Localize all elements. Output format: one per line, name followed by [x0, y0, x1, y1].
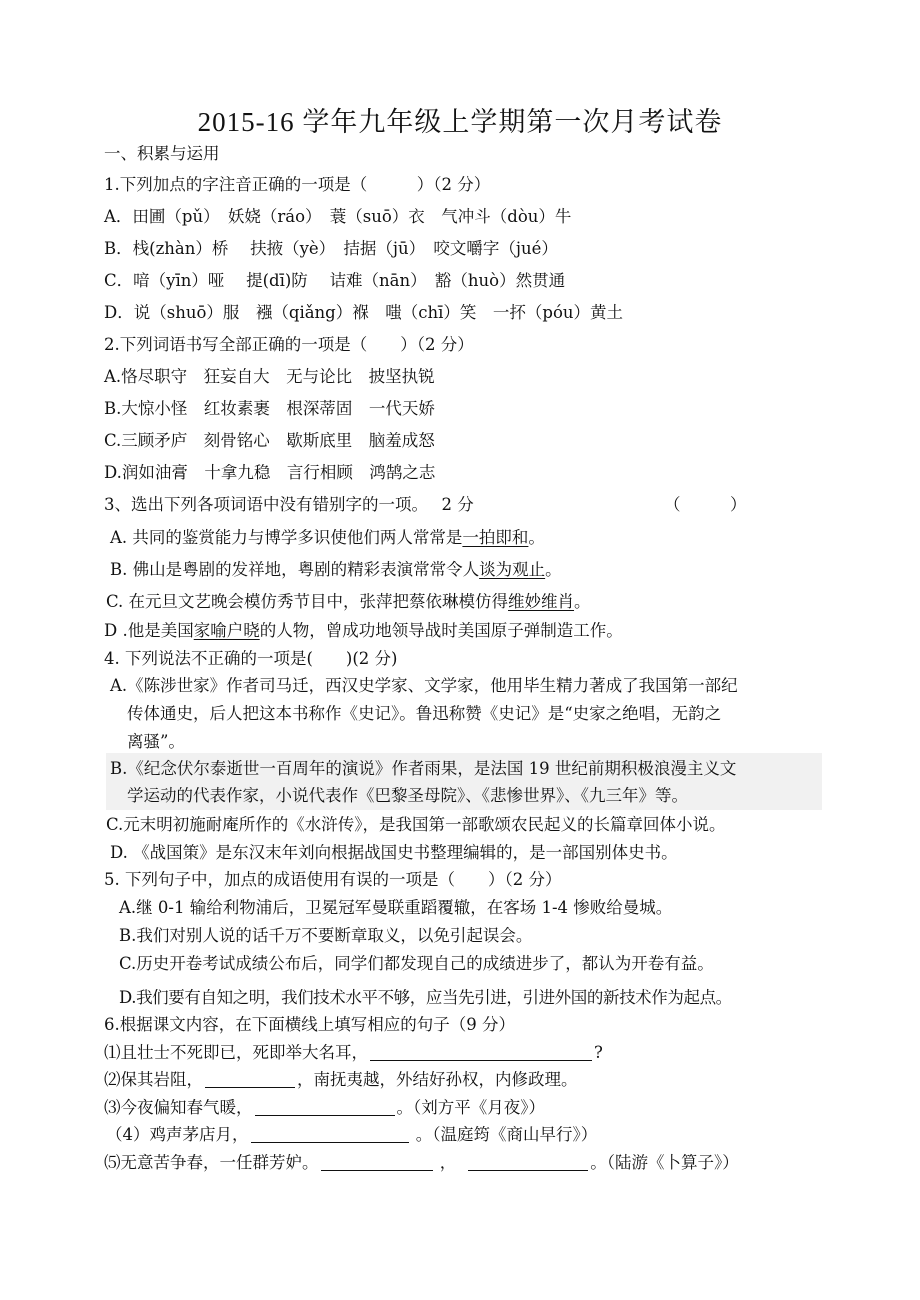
q4-option-c: C.元末明初施耐庵所作的《水浒传》，是我国第一部歌颂农民起义的长篇章回体小说。	[106, 815, 726, 834]
q3-stem: 3、选出下列各项词语中没有错别字的一项。 2 分	[104, 495, 474, 514]
q4-option-a-line1: A.《陈涉世家》作者司马迁，西汉史学家、文学家，他用毕生精力著成了我国第一部纪	[110, 676, 738, 695]
q3-c-end: 。	[574, 592, 591, 611]
q6-5-comma: ，	[434, 1153, 457, 1172]
q3-option-b	[110, 559, 562, 581]
q3-option-d	[104, 620, 623, 642]
q4-option-d: D. 《战国策》是东汉末年刘向根据战国史书整理编辑的，是一部国别体史书。	[110, 843, 678, 862]
q6-line-5	[104, 1152, 739, 1174]
q6-line-1	[104, 1042, 603, 1064]
q1-option-c: C．喑（yīn）哑 提(dī)防 诘难（nān） 豁（huò）然贯通	[104, 271, 566, 290]
q3-d-end: 的人物，曾成功地领导战时美国原子弹制造工作。	[259, 621, 623, 640]
q6-5-end: 。（陆游《卜算子》）	[590, 1153, 739, 1172]
q1-stem: 1.下列加点的字注音正确的一项是（ ）（2 分）	[104, 175, 491, 194]
q6-4-text: （4）鸡声茅店月，	[106, 1125, 249, 1144]
q3-d-text: D .他是美国	[104, 621, 194, 640]
answer-blank[interactable]	[251, 1126, 409, 1143]
q6-4-end: 。（温庭筠《商山早行》）	[410, 1125, 598, 1144]
answer-blank[interactable]	[205, 1071, 295, 1088]
answer-blank[interactable]	[255, 1099, 395, 1116]
q6-1-text: ⑴且壮士不死即已，死即举大名耳，	[104, 1043, 368, 1062]
q2-stem: 2.下列词语书写全部正确的一项是（ ）（2 分）	[104, 335, 474, 354]
q3-option-a	[110, 527, 545, 549]
q3-option-c	[106, 591, 591, 613]
q4-option-a-line3: 离骚”。	[127, 732, 185, 751]
q5-option-d: D.我们要有自知之明，我们技术水平不够，应当先引进，引进外国的新技术作为起点。	[119, 988, 732, 1007]
q5-option-b: B.我们对别人说的话千万不要断章取义，以免引起误会。	[119, 926, 533, 945]
q3-answer-paren: （ ）	[664, 495, 747, 514]
q6-line-4	[106, 1124, 597, 1146]
q2-option-c: C.三顾矛庐 刻骨铭心 歇斯底里 脑羞成怒	[104, 431, 435, 450]
q6-2-text: ⑵保其岩阻，	[104, 1070, 203, 1089]
q4-option-b-line2: 学运动的代表作家，小说代表作《巴黎圣母院》、《悲惨世界》、《九三年》等。	[127, 786, 688, 805]
q1-option-d: D．说（shuō）服 襁（qiǎng）褓 嗤（chī）笑 一抔（póu）黄土	[104, 303, 624, 322]
q1-option-b: B．栈(zhàn）桥 扶掖（yè） 拮据（jū） 咬文嚼字（jué）	[104, 239, 558, 258]
q1-option-a: A．田圃（pǔ） 妖娆（ráo） 蓑（suō）衣 气冲斗（dòu）牛	[104, 207, 572, 226]
q3-b-underlined: 谈为观止	[479, 560, 546, 579]
exam-title: 2015-16 学年九年级上学期第一次月考试卷	[197, 107, 723, 137]
q4-option-b-line1: B.《纪念伏尔泰逝世一百周年的演说》作者雨果，是法国 19 世纪前期积极浪漫主义文	[110, 759, 737, 778]
q5-option-a: A.继 0-1 输给利物浦后，卫冕冠军曼联重蹈覆辙，在客场 1-4 惨败给曼城。	[119, 898, 673, 917]
answer-blank[interactable]	[468, 1154, 588, 1171]
q6-3-text: ⑶今夜偏知春气暖，	[104, 1098, 253, 1117]
q3-a-end: 。	[528, 528, 545, 547]
answer-blank[interactable]	[321, 1154, 433, 1171]
q6-line-2	[104, 1069, 578, 1091]
q3-a-underlined: 一拍即和	[462, 528, 529, 547]
q3-c-underlined: 维妙维肖	[508, 592, 575, 611]
q6-stem: 6.根据课文内容，在下面横线上填写相应的句子（9 分）	[104, 1015, 515, 1034]
q6-3-end: 。（刘方平《月夜》）	[396, 1098, 545, 1117]
q3-b-text: B. 佛山是粤剧的发祥地，粤剧的精彩表演常常令人	[110, 560, 480, 579]
q5-stem: 5. 下列句子中，加点的成语使用有误的一项是（ ）（2 分）	[104, 870, 562, 889]
section-heading: 一、积累与运用	[104, 144, 220, 163]
q3-a-text: A. 共同的鉴赏能力与博学多识使他们两人常常是	[110, 528, 463, 547]
q6-1-end: ?	[594, 1043, 603, 1062]
q2-option-b: B.大惊小怪 红妆素裹 根深蒂固 一代天娇	[104, 399, 435, 418]
q6-line-3	[104, 1097, 545, 1119]
q2-option-a: A.恪尽职守 狂妄自大 无与论比 披坚执锐	[104, 367, 435, 386]
q2-option-d: D.润如油膏 十拿九稳 言行相顾 鸿鹄之志	[104, 463, 436, 482]
q3-c-text: C. 在元旦文艺晚会模仿秀节目中，张萍把蔡依琳模仿得	[106, 592, 509, 611]
q4-stem: 4. 下列说法不正确的一项是( )(2 分)	[104, 649, 398, 668]
q6-2-end: ，南抚夷越，外结好孙权，内修政理。	[297, 1070, 578, 1089]
q3-d-underlined: 家喻户晓	[193, 621, 260, 640]
answer-blank[interactable]	[370, 1044, 592, 1061]
q5-option-c: C.历史开卷考试成绩公布后，同学们都发现自己的成绩进步了，都认为开卷有益。	[119, 954, 714, 973]
q4-option-a-line2: 传体通史，后人把这本书称作《史记》。鲁迅称赞《史记》是“史家之绝唱，无韵之	[127, 704, 722, 723]
q6-5-text: ⑸无意苦争春，一任群芳妒。	[104, 1153, 319, 1172]
q3-b-end: 。	[545, 560, 562, 579]
